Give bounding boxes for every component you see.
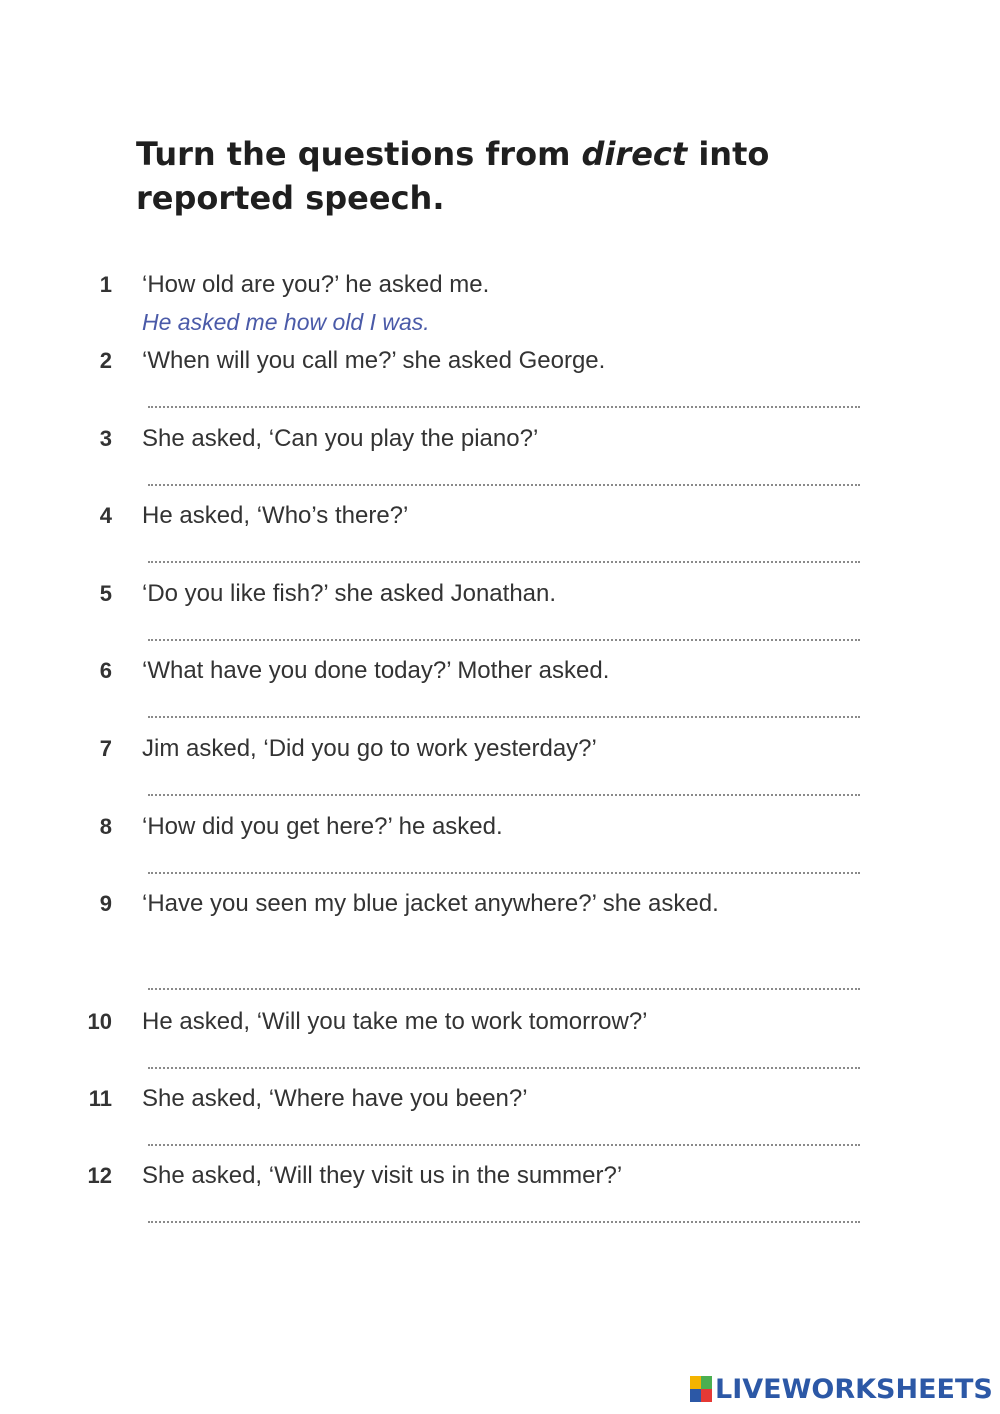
question-text: She asked, ‘Where have you been?’ (142, 1085, 528, 1112)
question-text: ‘Do you like fish?’ she asked Jonathan. (142, 580, 557, 607)
question-number: 12 (87, 1163, 112, 1188)
question-number: 7 (99, 736, 112, 761)
title-part-2: into reported speech. (136, 135, 770, 217)
answer-line-3[interactable] (148, 484, 860, 486)
title-part-1: Turn the questions from (136, 135, 582, 173)
question-text: ‘When will you call me?’ she asked George. (142, 347, 606, 374)
answer-line-7[interactable] (148, 794, 860, 796)
question-number: 10 (87, 1009, 112, 1034)
answer-line-10[interactable] (148, 1067, 860, 1069)
answer-line-6[interactable] (148, 716, 860, 718)
question-text: ‘How old are you?’ he asked me. (142, 271, 490, 298)
question-text: ‘How did you get here?’ he asked. (142, 813, 503, 840)
answer-line-11[interactable] (148, 1144, 860, 1146)
question-text: He asked, ‘Who’s there?’ (142, 502, 409, 529)
answer-line-9[interactable] (148, 988, 860, 990)
question-number: 11 (88, 1086, 112, 1111)
answer-line-4[interactable] (148, 561, 860, 563)
question-number: 5 (99, 581, 112, 606)
question-text: He asked, ‘Will you take me to work tomorrow?’ (142, 1008, 648, 1035)
answer-line-12[interactable] (148, 1221, 860, 1223)
answer-line-5[interactable] (148, 639, 860, 641)
question-number: 9 (99, 891, 112, 916)
question-text: She asked, ‘Can you play the piano?’ (142, 425, 539, 452)
question-number: 6 (99, 658, 112, 683)
question-text: Jim asked, ‘Did you go to work yesterday?’ (142, 735, 597, 762)
question-text: ‘Have you seen my blue jacket anywhere?’ she asked. (142, 890, 719, 917)
brand-name: LIVEWORKSHEETS (715, 1373, 993, 1405)
question-number: 1 (99, 272, 112, 297)
question-number: 2 (99, 348, 112, 373)
liveworksheets-logo-icon (690, 1376, 712, 1402)
example-answer: He asked me how old I was. (142, 309, 430, 335)
worksheet-title (136, 132, 916, 220)
question-text: She asked, ‘Will they visit us in the summer?’ (142, 1162, 623, 1189)
question-number: 8 (99, 814, 112, 839)
answer-line-2[interactable] (148, 406, 860, 408)
question-text: ‘What have you done today?’ Mother asked. (142, 657, 610, 684)
title-emphasis: direct (581, 135, 688, 173)
answer-line-8[interactable] (148, 872, 860, 874)
question-number: 4 (99, 503, 112, 528)
question-number: 3 (99, 426, 112, 451)
liveworksheets-brand (690, 1372, 993, 1406)
